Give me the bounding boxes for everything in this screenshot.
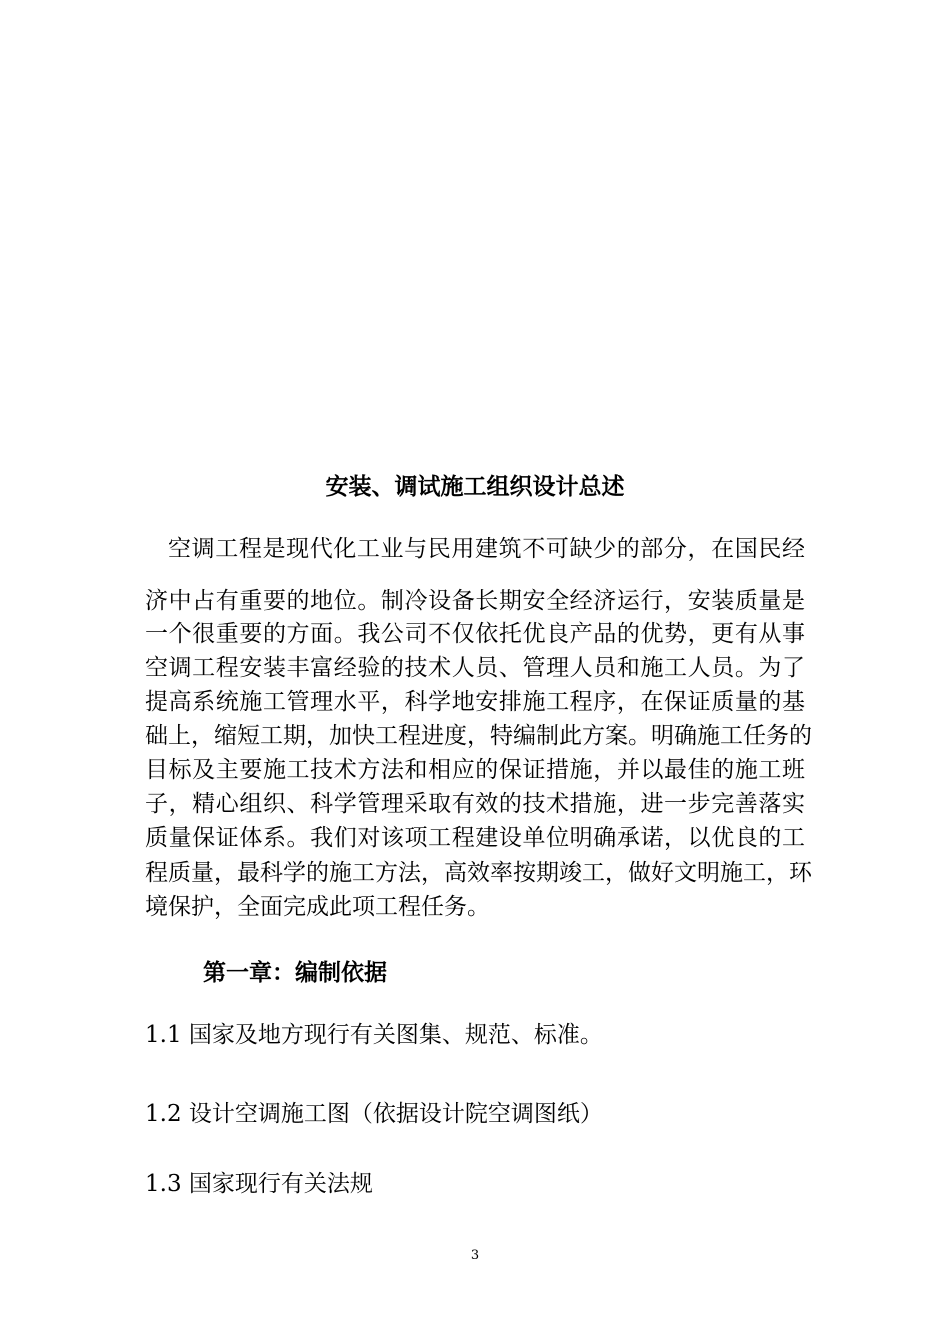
- paragraph-line: 境保护，全面完成此项工程任务。: [145, 894, 490, 920]
- list-item: 1.2 设计空调施工图（依据设计院空调图纸）: [145, 1101, 603, 1127]
- page-number: 3: [470, 1248, 480, 1263]
- paragraph-line: 子，精心组织、科学管理采取有效的技术措施，进一步完善落实: [145, 791, 805, 817]
- document-title: 安装、调试施工组织设计总述: [325, 473, 625, 500]
- paragraph-line: 础上，缩短工期，加快工程进度，特编制此方案。明确施工任务的: [145, 723, 812, 749]
- paragraph-line: 空调工程安装丰富经验的技术人员、管理人员和施工人员。为了: [145, 655, 805, 681]
- paragraph-line: 提高系统施工管理水平，科学地安排施工程序，在保证质量的基: [145, 689, 805, 715]
- chapter-heading: 第一章：编制依据: [203, 959, 387, 986]
- paragraph-line: 质量保证体系。我们对该项工程建设单位明确承诺，以优良的工: [145, 825, 805, 851]
- list-item: 1.3 国家现行有关法规: [145, 1171, 373, 1197]
- paragraph-line: 目标及主要施工技术方法和相应的保证措施，并以最佳的施工班: [145, 757, 805, 783]
- paragraph-line: 济中占有重要的地位。制冷设备长期安全经济运行，安装质量是: [145, 588, 805, 614]
- paragraph-line: 程质量，最科学的施工方法，高效率按期竣工，做好文明施工，环: [145, 860, 812, 886]
- paragraph-line: 一个很重要的方面。我公司不仅依托优良产品的优势，更有从事: [145, 621, 805, 647]
- paragraph-line: 空调工程是现代化工业与民用建筑不可缺少的部分，在国民经: [168, 536, 805, 562]
- list-item: 1.1 国家及地方现行有关图集、规范、标准。: [145, 1022, 603, 1048]
